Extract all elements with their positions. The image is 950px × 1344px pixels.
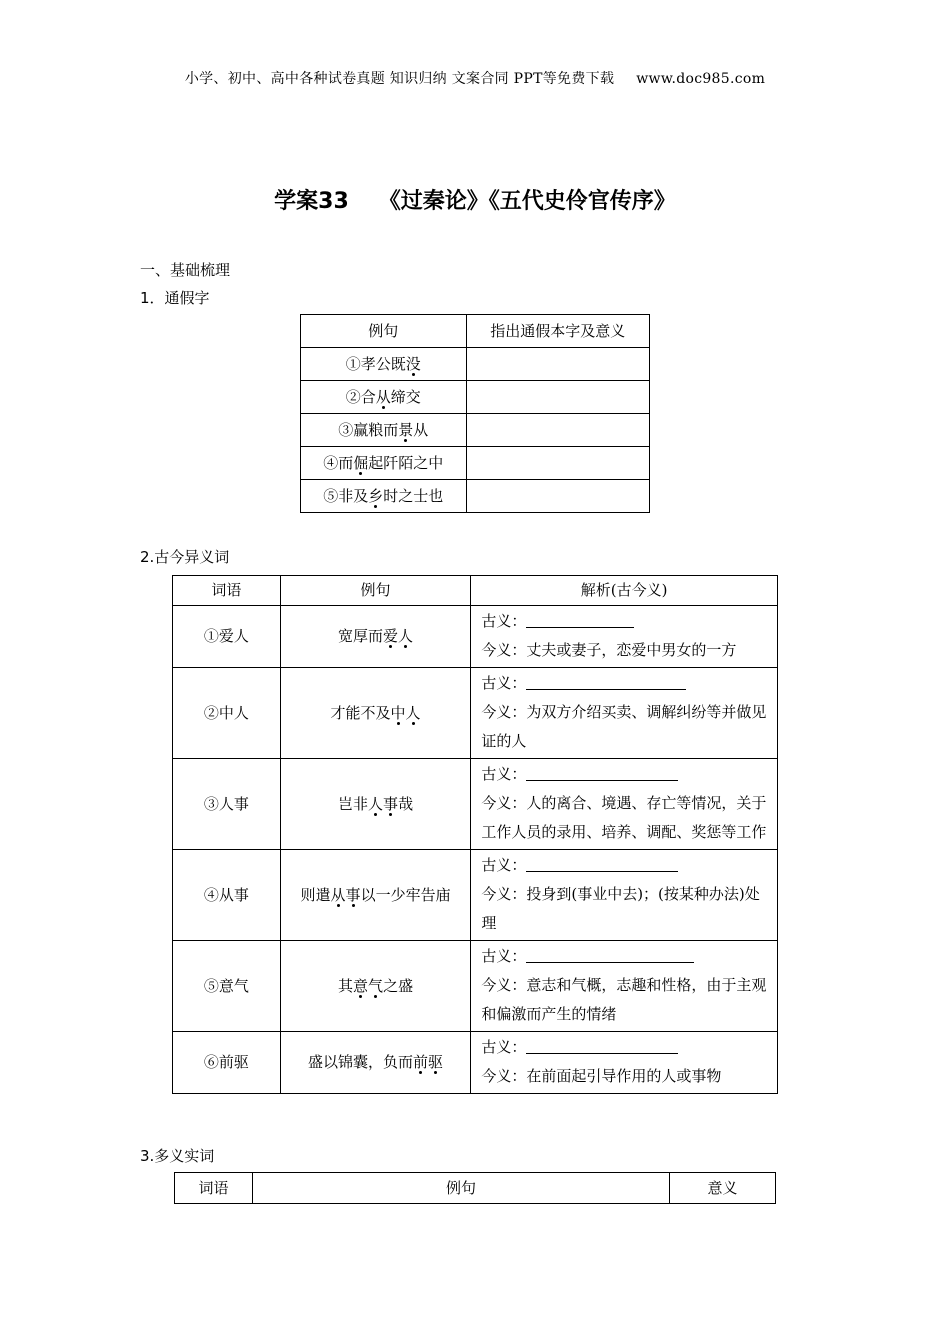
col-sentence-header: 例句 [280,576,471,606]
answer-cell[interactable] [466,447,649,480]
header-site: www.doc985.com [636,71,766,87]
table-row [301,447,650,480]
tongjiazi-heading: 1．通假字 [140,289,210,307]
table-row [301,480,650,513]
ancient-meaning[interactable]: 古义： [481,851,769,880]
sentence-cell: ④而倔起阡陌之中 [301,447,467,480]
table-row [301,381,650,414]
col-meaning-header: 意义 [670,1173,776,1204]
answer-cell[interactable] [466,348,649,381]
dotted-char: 倔 [353,453,369,472]
modern-meaning: 今义：意志和气概，志趣和性格，由于主观和偏激而产生的情绪 [481,976,767,1023]
ancient-meaning[interactable]: 古义： [481,607,769,636]
answer-blank[interactable] [526,855,678,872]
word-cell: ②中人 [173,668,281,759]
title-works: 《过秦论》《五代史伶官传序》 [378,189,676,214]
ancient-meaning[interactable]: 古义： [481,942,769,971]
page-title [0,184,950,215]
answer-cell[interactable] [466,480,649,513]
analysis-cell [471,668,778,759]
sentence-cell: 才能不及中人 [280,668,471,759]
sentence-cell: ③赢粮而景从 [301,414,467,447]
answer-cell[interactable] [466,381,649,414]
tongjiazi-table [300,314,650,513]
sentence-cell: ①孝公既没 [301,348,467,381]
header-text: 小学、初中、高中各种试卷真题 知识归纳 文案合同 PPT等免费下载 [184,71,615,87]
table-header-row [175,1173,776,1204]
word-cell: ⑤意气 [173,941,281,1032]
analysis-cell [471,850,778,941]
sentence-cell: ②合从缔交 [301,381,467,414]
answer-blank[interactable] [526,946,694,963]
sentence-cell: 岂非人事哉 [280,759,471,850]
title-lesson: 学案33 [274,189,349,214]
col-sentence-header: 例句 [252,1173,669,1204]
answer-blank[interactable] [526,611,634,628]
word-cell: ⑥前驱 [173,1032,281,1094]
table-row [173,850,778,941]
analysis-cell [471,606,778,668]
word-cell: ③人事 [173,759,281,850]
table-row [173,1032,778,1094]
dotted-word: 爱人 [383,627,414,645]
dotted-char: 乡 [368,486,384,505]
modern-meaning: 今义：投身到(事业中去)；(按某种办法)处理 [481,885,760,932]
gujin-table [172,575,778,1094]
col-word-header: 词语 [173,576,281,606]
table-row [173,759,778,850]
answer-blank[interactable] [526,1037,678,1054]
table-row [173,668,778,759]
sentence-cell: 则遣从事以一少牢告庙 [280,850,471,941]
sentence-cell: ⑤非及乡时之士也 [301,480,467,513]
sentence-cell: 盛以锦囊，负而前驱 [280,1032,471,1094]
modern-meaning: 今义：丈夫或妻子，恋爱中男女的一方 [481,641,737,659]
word-cell: ④从事 [173,850,281,941]
col-analysis-header: 解析(古今义) [471,576,778,606]
modern-meaning: 今义：人的离合、境遇、存亡等情况，关于工作人员的录用、培养、调配、奖惩等工作 [481,794,767,841]
table-header-row [173,576,778,606]
modern-meaning: 今义：在前面起引导作用的人或事物 [481,1067,722,1085]
page-header [0,68,950,88]
answer-blank[interactable] [526,673,686,690]
table-row [301,348,650,381]
sentence-cell: 其意气之盛 [280,941,471,1032]
analysis-cell [471,941,778,1032]
analysis-cell [471,1032,778,1094]
col-sentence-header: 例句 [301,315,467,348]
answer-blank[interactable] [526,764,678,781]
dotted-char: 没 [405,354,421,373]
ancient-meaning[interactable]: 古义： [481,760,769,789]
table-row [173,941,778,1032]
dotted-char: 从 [375,387,391,406]
table-row [301,414,650,447]
table-row [173,606,778,668]
gujin-heading: 2.古今异义词 [140,548,230,566]
duoyi-table [174,1172,776,1204]
section-basic-heading: 一、基础梳理 [140,261,231,279]
analysis-cell [471,759,778,850]
col-word-header: 词语 [175,1173,253,1204]
word-cell: ①爱人 [173,606,281,668]
duoyi-heading: 3.多义实词 [140,1147,215,1165]
col-answer-header: 指出通假本字及意义 [466,315,649,348]
ancient-meaning[interactable]: 古义： [481,669,769,698]
ancient-meaning[interactable]: 古义： [481,1033,769,1062]
sentence-cell: 宽厚而爱人 [280,606,471,668]
answer-cell[interactable] [466,414,649,447]
modern-meaning: 今义：为双方介绍买卖、调解纠纷等并做见证的人 [481,703,767,750]
table-header-row [301,315,650,348]
dotted-char: 景 [398,420,414,439]
